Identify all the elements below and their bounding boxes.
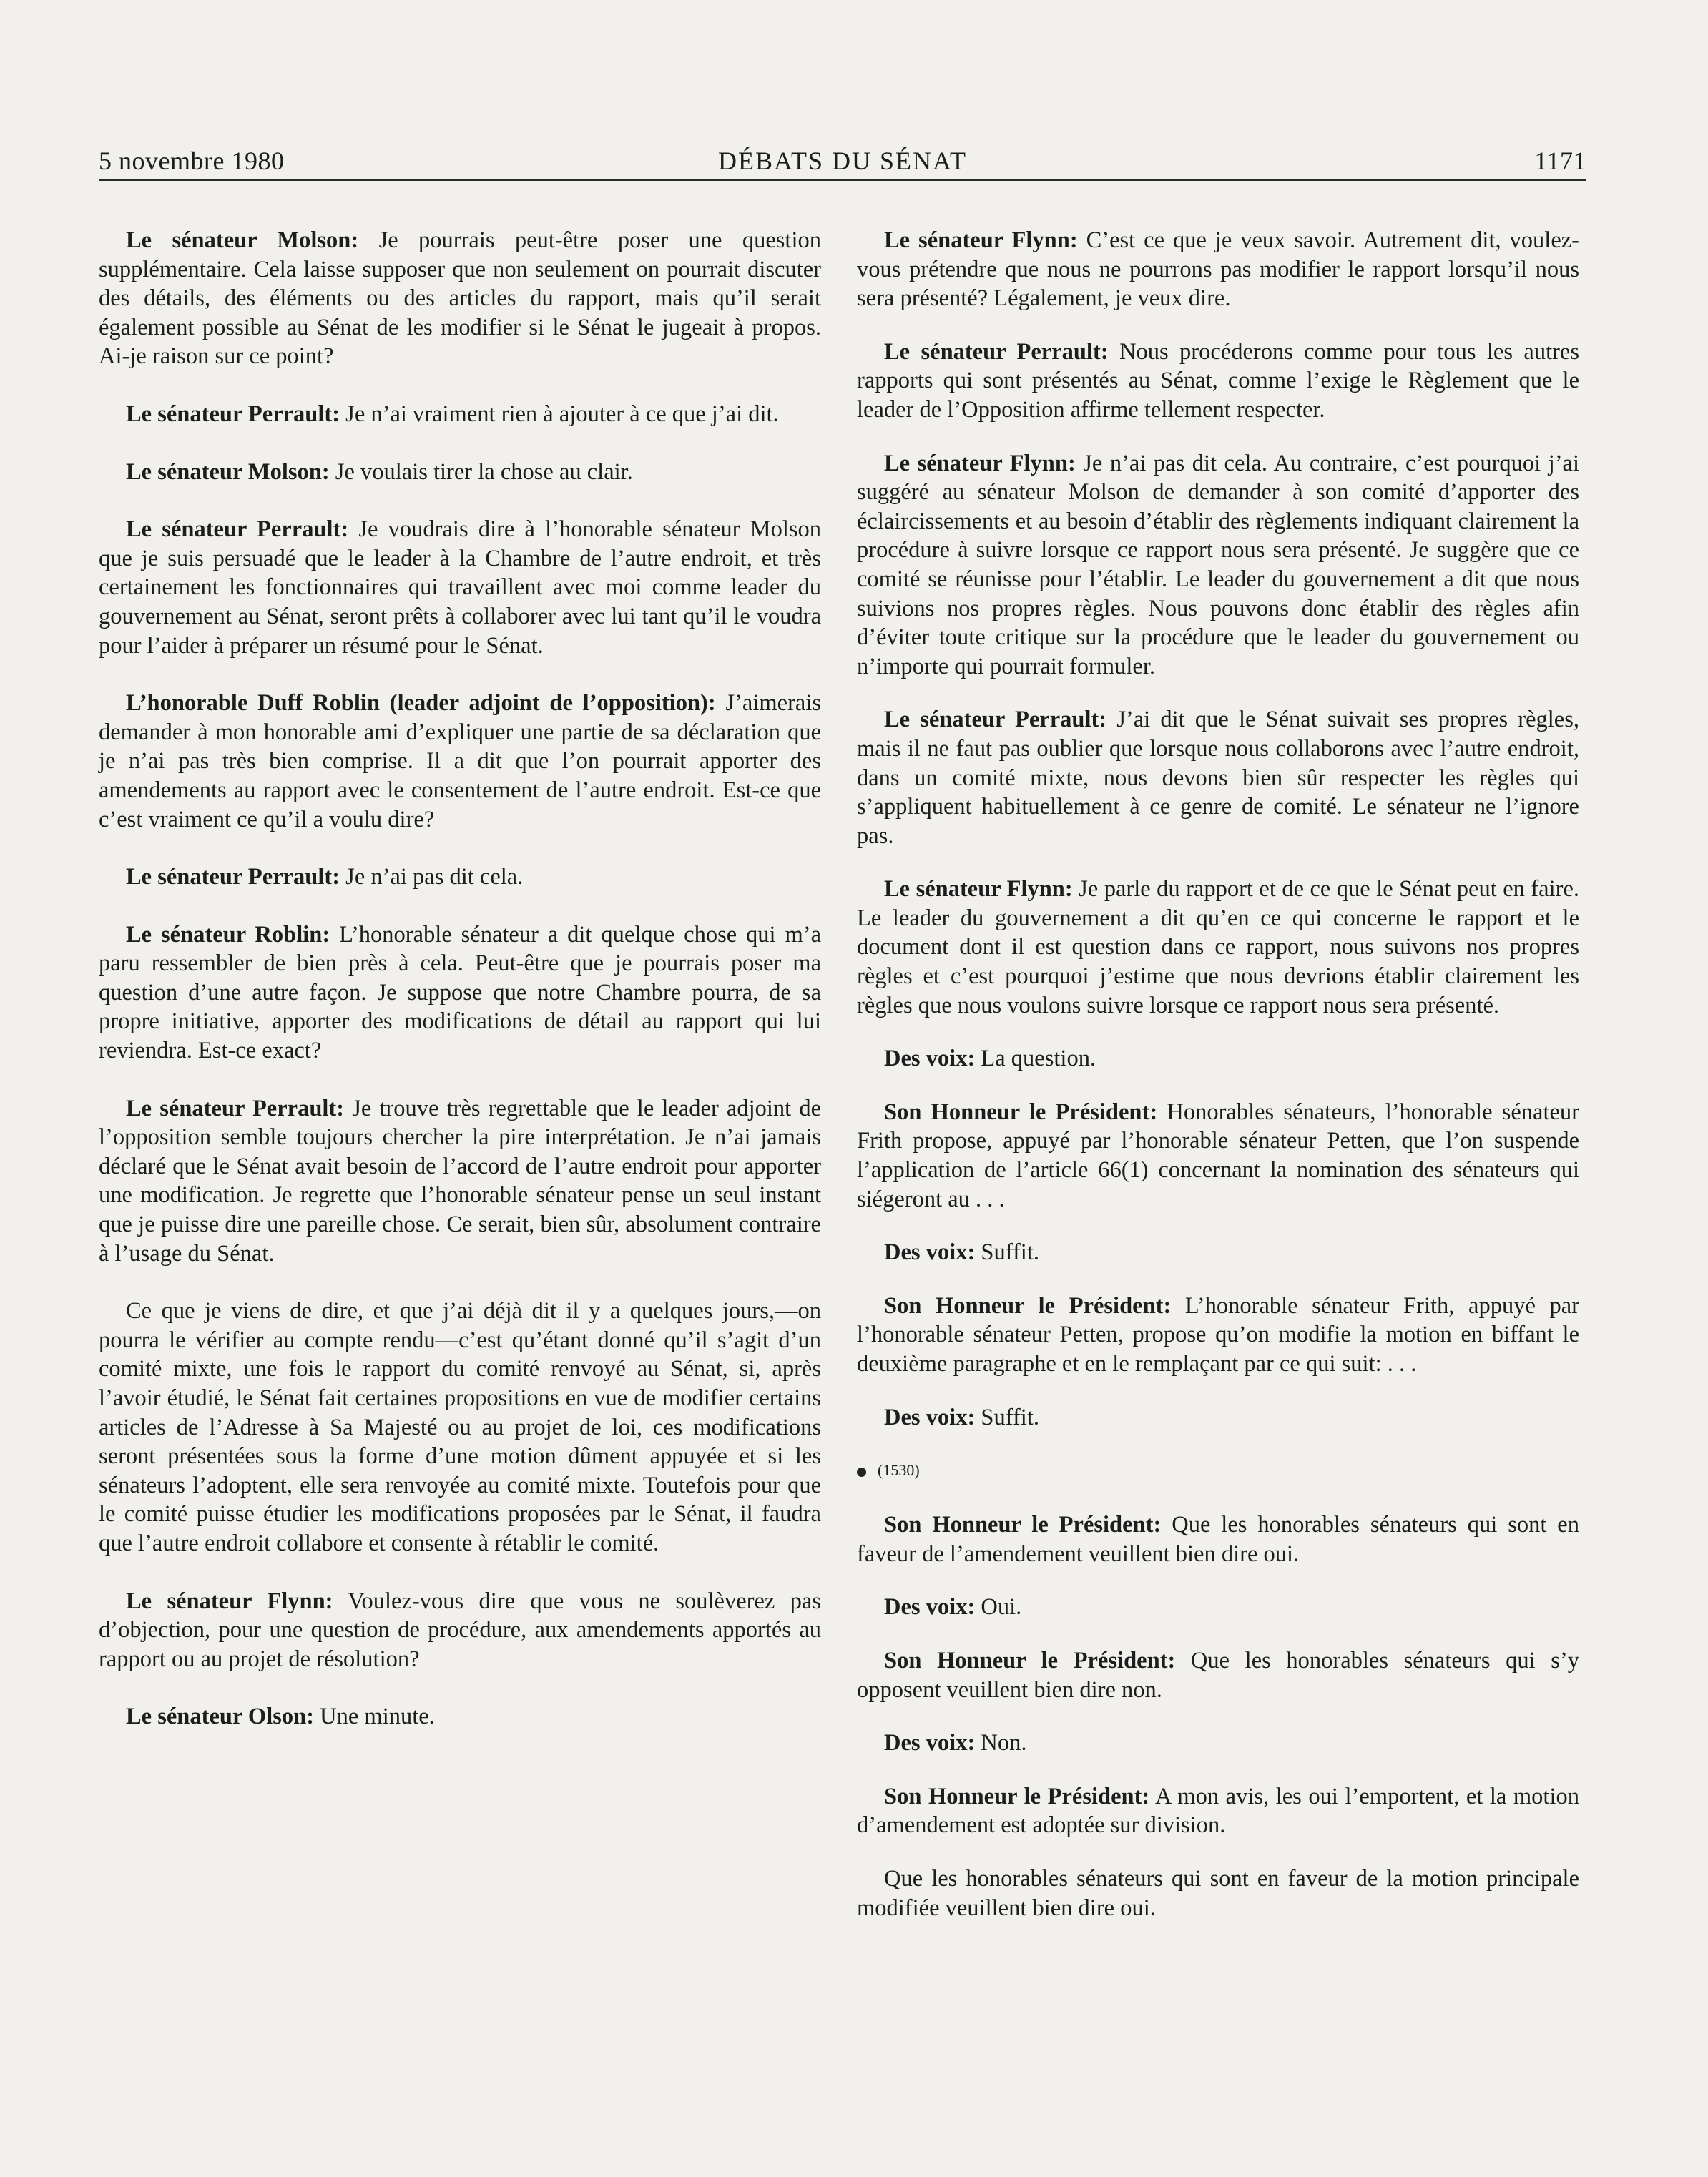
paragraph xyxy=(99,1587,821,1674)
bullet-dot-icon xyxy=(857,1468,866,1477)
right-column xyxy=(857,226,1579,1947)
speech-text: Je n’ai pas dit cela. Au contraire, c’est pourquoi j’ai suggéré au sénateur Molson de demander à son comité d’apporter des éclaircissements et au besoin d’établir des règlements indiquant clairement la procédure à suivre lorsque ce rapport nous sera présenté. Je suggère que ce comité se réunisse pour l’établir. Le leader du gouvernement a dit que nous suivions nos propres règles. Nous pouvons donc établir des règles afin d’éviter toute critique sur la procédure que le leader du gouvernement ou n’importe qui pourrait formuler. xyxy=(857,450,1580,679)
speaker-name: Des voix: xyxy=(884,1046,976,1072)
speech-text: Je n’ai vraiment rien à ajouter à ce que j’ai dit. xyxy=(340,400,779,427)
paragraph xyxy=(857,1098,1579,1214)
speech-text: Je voulais tirer la chose au clair. xyxy=(329,458,633,485)
speech-text: Je n’ai pas dit cela. xyxy=(340,864,524,890)
speech-text: L’honorable sénateur a dit quelque chose qui m’a paru ressembler de bien près à cela. Peut-être que je pourrais poser ma question d’une autre façon. Je suppose que notre Chambre pourra, de sa propre initiative, apporter des modifications de détail au rapport qui lui reviendra. Est-ce exact? xyxy=(99,921,821,1064)
speaker-name: Le sénateur Flynn: xyxy=(126,1588,333,1614)
speaker-name: Des voix: xyxy=(884,1404,976,1430)
speaker-name: Le sénateur Olson: xyxy=(126,1704,315,1730)
speech-text: Non. xyxy=(975,1730,1027,1756)
paragraph xyxy=(99,689,821,834)
speaker-name: Des voix: xyxy=(884,1594,976,1621)
speech-text: Honorables sénateurs, l’honorable sénateur Frith propose, appuyé par l’honorable sénateur Petten, que l’on suspende l’application de l’article 66(1) concernant la nomination des sénateurs qui siégeront au . . . xyxy=(857,1099,1579,1212)
speech-text: Je parle du rapport et de ce que le Sénat peut en faire. Le leader du gouvernement a dit qu’en ce qui concerne le rapport et le document dont il est question dans ce rapport, nous suivons nos propres règles et c’est pourquoi j’estime que nous devrions établir clairement les règles que nous voulons suivre lorsque ce rapport nous sera présenté. xyxy=(857,876,1579,1018)
speaker-name: Le sénateur Perrault: xyxy=(126,400,340,427)
paragraph xyxy=(857,1044,1579,1073)
speaker-name: Le sénateur Perrault: xyxy=(884,707,1107,733)
speaker-name: Le sénateur Roblin: xyxy=(126,921,330,948)
speech-text: L’honorable sénateur Frith, appuyé par l’honorable sénateur Petten, propose qu’on modifie la motion en biffant le deuxième paragraphe et en le remplaçant par ce qui suit: . . . xyxy=(857,1292,1579,1377)
paragraph xyxy=(857,1238,1579,1267)
paragraph xyxy=(857,1646,1579,1704)
paragraph xyxy=(99,1702,821,1731)
paragraph xyxy=(857,1864,1579,1922)
speech-text: Je pourrais peut-être poser une question supplémentaire. Cela laisse supposer que non seulement on pourrait discuter des détails, des éléments ou des articles du rapport, mais qu’il serait également possible au Sénat de les modifier si le Sénat le jugeait à propos. Ai-je raison sur ce point? xyxy=(99,227,821,370)
paragraph xyxy=(857,1510,1579,1568)
speech-text: Une minute. xyxy=(314,1704,435,1730)
paragraph xyxy=(857,1782,1579,1840)
speech-text: Ce que je viens de dire, et que j’ai déjà dit il y a quelques jours,—on pourra le vérifier au compte rendu—c’est qu’étant donné qu’il s’agit d’un comité mixte, une fois le rapport du comité renvoyé au Sénat, si, après l’avoir étudié, le Sénat fait certaines propositions en vue de modifier certains articles de l’Adresse à Sa Majesté ou au projet de loi, ces modifications seront présentées sous la forme d’une motion dûment appuyée et si les sénateurs l’adoptent, elle sera renvoyée au comité mixte. Toutefois pour que le comité puisse étudier les modifications proposées par le Sénat, il faudra que l’autre endroit collabore et consente à rétablir le comité. xyxy=(99,1298,821,1556)
speech-text: La question. xyxy=(975,1046,1096,1072)
header-date: 5 novembre 1980 xyxy=(99,147,285,175)
time-marker-text: (1530) xyxy=(878,1461,920,1480)
speech-text: Nous procéderons comme pour tous les autres rapports qui sont présentés au Sénat, comme l’exige le Règlement que le leader de l’Opposition affirme tellement respecter. xyxy=(857,338,1579,423)
speech-text: J’ai dit que le Sénat suivait ses propres règles, mais il ne faut pas oublier que lorsque nous collaborons avec l’autre endroit, dans un comité mixte, nous devons bien sûr respecter les règles qui s’appliquent habituellement à ce genre de comité. Le sénateur ne l’ignore pas. xyxy=(857,707,1579,849)
paragraph xyxy=(99,226,821,371)
speaker-name: Des voix: xyxy=(884,1239,976,1266)
paragraph xyxy=(857,449,1579,682)
time-marker xyxy=(857,1456,1579,1485)
speech-text: A mon avis, les oui l’emportent, et la motion d’amendement est adoptée sur division. xyxy=(857,1783,1579,1839)
speaker-name: Le sénateur Perrault: xyxy=(126,864,340,890)
speech-text: Je trouve très regrettable que le leader adjoint de l’opposition semble toujours chercher la pire interprétation. Je n’ai jamais déclaré que le Sénat avait besoin de l’accord de l’autre endroit pour apporter une modification. Je regrette que l’honorable sénateur pense un seul instant que je puisse dire une pareille chose. Ce serait, bien sûr, absolument contraire à l’usage du Sénat. xyxy=(99,1095,821,1267)
speech-text: C’est ce que je veux savoir. Autrement dit, voulez-vous prétendre que nous ne pourrons pas modifier le rapport lorsqu’il nous sera présenté? Légalement, je veux dire. xyxy=(857,227,1579,312)
speaker-name: L’honorable Duff Roblin (leader adjoint de l’opposition): xyxy=(126,690,716,717)
speaker-name: Le sénateur Perrault: xyxy=(884,338,1109,365)
speaker-name: Son Honneur le Président: xyxy=(884,1783,1150,1809)
paragraph xyxy=(99,458,821,487)
paragraph xyxy=(99,863,821,892)
paragraph xyxy=(99,1094,821,1269)
speaker-name: Le sénateur Flynn: xyxy=(884,876,1073,903)
paragraph xyxy=(857,1729,1579,1758)
speech-text: Que les honorables sénateurs qui sont en faveur de la motion principale modifiée veuillent bien dire oui. xyxy=(857,1865,1579,1921)
speech-text: J’aimerais demander à mon honorable ami d’expliquer une partie de sa déclaration que je n’ai pas très bien comprise. Il a dit que l’on pourrait apporter des amendements au rapport avec le consentement de l’autre endroit. Est-ce que c’est vraiment ce qu’il a voulu dire? xyxy=(99,690,821,832)
speaker-name: Le sénateur Flynn: xyxy=(884,227,1078,253)
paragraph xyxy=(99,515,821,660)
paragraph xyxy=(99,400,821,429)
speaker-name: Son Honneur le Président: xyxy=(884,1647,1176,1674)
speaker-name: Le sénateur Perrault: xyxy=(126,1095,345,1121)
paragraph xyxy=(857,875,1579,1020)
speech-text: Voulez-vous dire que vous ne soulèverez pas d’objection, pour une question de procédure, aux amendements apportés au rapport ou au projet de résolution? xyxy=(99,1588,822,1672)
speech-text: Que les honorables sénateurs qui sont en faveur de l’amendement veuillent bien dire oui. xyxy=(857,1512,1579,1567)
paragraph xyxy=(857,338,1579,425)
speech-text: Suffit. xyxy=(975,1404,1039,1430)
paragraph xyxy=(857,1292,1579,1379)
paragraph xyxy=(99,1297,821,1558)
left-column xyxy=(99,226,821,1760)
speech-text: Oui. xyxy=(975,1594,1022,1621)
speaker-name: Le sénateur Molson: xyxy=(126,458,330,485)
speaker-name: Le sénateur Flynn: xyxy=(884,450,1076,476)
speaker-name: Son Honneur le Président: xyxy=(884,1292,1172,1319)
speaker-name: Des voix: xyxy=(884,1730,976,1756)
speech-text: Je voudrais dire à l’honorable sénateur Molson que je suis persuadé que le leader à la Chambre de l’autre endroit, et très certainement les fonctionnaires qui travaillent avec moi comme leader du gouvernement au Sénat, seront prêts à collaborer avec lui tant qu’il le voudra pour l’aider à préparer un résumé pour le Sénat. xyxy=(99,516,821,659)
speaker-name: Son Honneur le Président: xyxy=(884,1512,1162,1538)
paragraph xyxy=(857,705,1579,850)
speaker-name: Son Honneur le Président: xyxy=(884,1099,1158,1125)
paragraph xyxy=(99,920,821,1066)
speech-text: Suffit. xyxy=(975,1239,1039,1266)
header-title: DÉBATS DU SÉNAT xyxy=(717,147,968,175)
header-rule xyxy=(99,179,1586,181)
speech-text: Que les honorables sénateurs qui s’y opposent veuillent bien dire non. xyxy=(857,1647,1579,1703)
speaker-name: Le sénateur Molson: xyxy=(126,227,359,253)
page-header xyxy=(99,140,1586,180)
page-number: 1171 xyxy=(1534,147,1586,175)
paragraph xyxy=(857,1593,1579,1622)
paragraph xyxy=(857,1403,1579,1433)
speaker-name: Le sénateur Perrault: xyxy=(126,516,349,543)
paragraph xyxy=(857,226,1579,313)
